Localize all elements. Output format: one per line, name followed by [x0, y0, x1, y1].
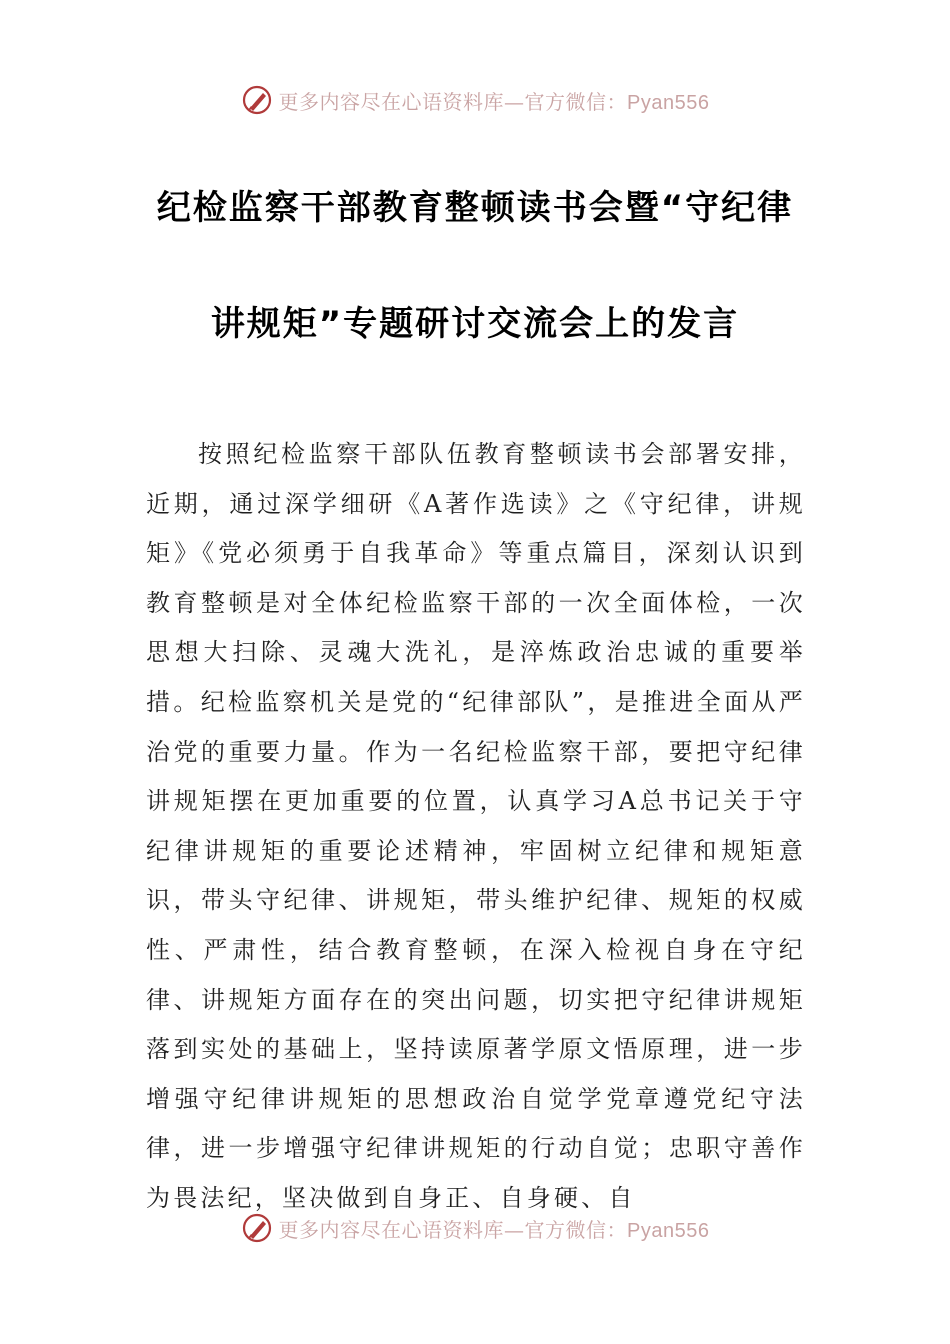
document-title-line-2: 讲规矩”专题研讨交流会上的发言 — [210, 304, 740, 344]
watermark-text: 更多内容尽在心语资料库—官方微信：Pyan556 — [278, 89, 710, 114]
watermark-text: 更多内容尽在心语资料库—官方微信：Pyan556 — [278, 1217, 710, 1242]
pen-logo-icon — [241, 84, 273, 116]
watermark-footer — [0, 1212, 950, 1244]
pen-logo-icon — [241, 1212, 273, 1244]
body-paragraph: 按照纪检监察干部队伍教育整顿读书会部署安排，近期，通过深学细研《A著作选读》之《守纪律，讲规矩》《党必须勇于自我革命》等重点篇目，深刻认识到教育整顿是对全体纪检监察干部的一次全面体检，一次思想大扫除、灵魂大洗礼，是淬炼政治忠诚的重要举措。纪检监察机关是党的“纪律部队”，是推进全面从严治党的重要力量。作为一名纪检监察干部，要把守纪律讲规矩摆在更加重要的位置，认真学习A总书记关于守纪律讲规矩的重要论述精神，牢固树立纪律和规矩意识，带头守纪律、讲规矩，带头维护纪律、规矩的权威性、严肃性，结合教育整顿，在深入检视自身在守纪律、讲规矩方面存在的突出问题，切实把守纪律讲规矩落到实处的基础上，坚持读原著学原文悟原理，进一步增强守纪律讲规矩的思想政治自觉学党章遵党纪守法律，进一步增强守纪律讲规矩的行动自觉；忠职守善作为畏法纪，坚决做到自身正、自身硬、自 — [146, 440, 806, 1212]
document-title-line-1: 纪检监察干部教育整顿读书会暨“守纪律 — [156, 188, 794, 228]
watermark-wechat-id: Pyan556 — [627, 1219, 710, 1242]
watermark-wechat-id: Pyan556 — [627, 91, 710, 114]
watermark-header — [0, 84, 950, 116]
